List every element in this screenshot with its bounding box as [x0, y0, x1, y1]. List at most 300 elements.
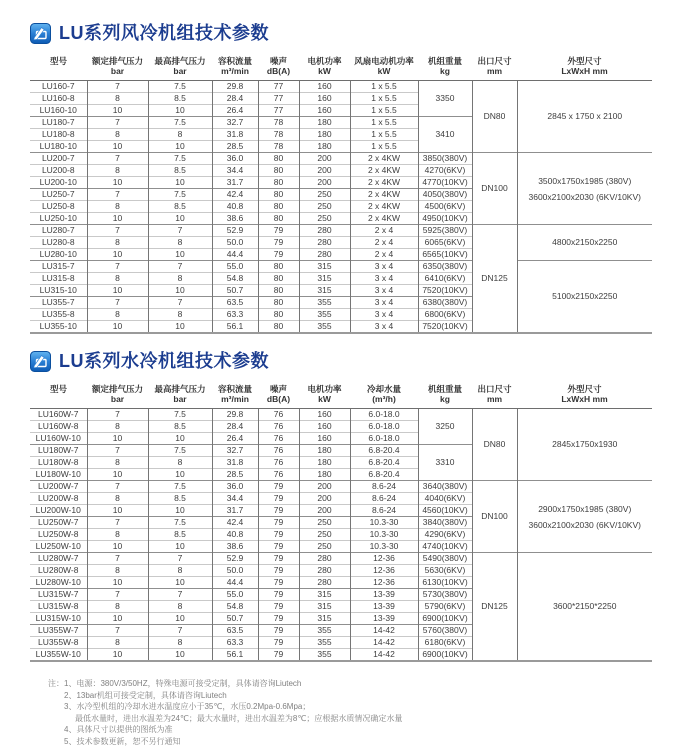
cell: 10 [148, 541, 212, 553]
cell: 63.5 [212, 297, 258, 309]
column-header: 容积流量 m³/min [212, 53, 258, 81]
cell: 1 x 5.5 [350, 129, 418, 141]
cell: 10 [148, 105, 212, 117]
cell: LU200W-8 [30, 493, 87, 505]
cell: LU160-8 [30, 93, 87, 105]
cell: 50.0 [212, 237, 258, 249]
cell: 80 [258, 273, 299, 285]
cell: 7.5 [148, 117, 212, 129]
cell: 50.7 [212, 613, 258, 625]
cell: 8.5 [148, 529, 212, 541]
cell: 280 [299, 249, 350, 261]
cell: 10 [148, 649, 212, 662]
cell: 6.0-18.0 [350, 421, 418, 433]
cell: 34.4 [212, 165, 258, 177]
cell: LU280-7 [30, 225, 87, 237]
footnote-prefix: 注： [48, 679, 64, 688]
cell: 3310 [418, 445, 472, 481]
cell: 6380(380V) [418, 297, 472, 309]
cell: 42.4 [212, 189, 258, 201]
cell: 2 x 4KW [350, 213, 418, 225]
cell: 315 [299, 589, 350, 601]
cell: 160 [299, 105, 350, 117]
cell: 77 [258, 81, 299, 93]
cell: 2900x1750x1985 (380V) 3600x2100x2030 (6KV/10KV) [517, 481, 652, 553]
cell: LU180-8 [30, 129, 87, 141]
cell: 80 [258, 153, 299, 165]
cell: 6565(10KV) [418, 249, 472, 261]
cell: LU160W-10 [30, 433, 87, 445]
column-header: 额定排气压力 bar [87, 53, 148, 81]
cell: LU200-10 [30, 177, 87, 189]
cell: 79 [258, 625, 299, 637]
cell: 3640(380V) [418, 481, 472, 493]
footnote-line: 1、电源：380V/3/50HZ，特殊电源可接受定制，具体请咨询Liutech [64, 679, 302, 688]
cell: 200 [299, 165, 350, 177]
watercooled-table [30, 381, 652, 662]
cell: 2845 x 1750 x 2100 [517, 81, 652, 153]
column-header: 机组重量 kg [418, 381, 472, 409]
column-header: 出口尺寸 mm [472, 381, 517, 409]
cell: 10 [87, 541, 148, 553]
cell: 40.8 [212, 529, 258, 541]
cell: 7 [87, 81, 148, 93]
cell: 8.6-24 [350, 505, 418, 517]
cell: 3500x1750x1985 (380V) 3600x2100x2030 (6KV/10KV) [517, 153, 652, 225]
cell: 1 x 5.5 [350, 81, 418, 93]
cell: 10 [148, 177, 212, 189]
edit-document-icon [30, 351, 51, 372]
cell: LU250-8 [30, 201, 87, 213]
cell: 29.8 [212, 409, 258, 421]
cell: 7.5 [148, 81, 212, 93]
cell: 180 [299, 141, 350, 153]
cell: 8.5 [148, 201, 212, 213]
page-title: LU系列风冷机组技术参数 [59, 23, 269, 43]
cell: 10 [87, 285, 148, 297]
cell: 8 [148, 637, 212, 649]
cell: 13-39 [350, 589, 418, 601]
cell: 160 [299, 81, 350, 93]
cell: 10 [87, 613, 148, 625]
cell: LU315-10 [30, 285, 87, 297]
cell: 52.9 [212, 553, 258, 565]
cell: 14-42 [350, 637, 418, 649]
cell: 80 [258, 309, 299, 321]
cell: 76 [258, 457, 299, 469]
cell: LU280W-7 [30, 553, 87, 565]
table-row [30, 553, 652, 565]
cell: 36.0 [212, 481, 258, 493]
cell: 8.5 [148, 493, 212, 505]
cell: DN80 [472, 81, 517, 153]
column-header: 额定排气压力 bar [87, 381, 148, 409]
cell: 7520(10KV) [418, 321, 472, 334]
cell: 12-36 [350, 553, 418, 565]
cell: 7 [87, 189, 148, 201]
cell: 79 [258, 249, 299, 261]
cell: 8 [87, 93, 148, 105]
cell: 50.0 [212, 565, 258, 577]
cell: 10 [87, 321, 148, 334]
cell: 3 x 4 [350, 273, 418, 285]
cell: 10 [148, 213, 212, 225]
cell: 7.5 [148, 153, 212, 165]
aircooled-table-body [30, 81, 652, 334]
cell: 5100x2150x2250 [517, 261, 652, 334]
cell: 8 [87, 129, 148, 141]
cell: 5490(380V) [418, 553, 472, 565]
cell: 80 [258, 165, 299, 177]
cell: 31.8 [212, 457, 258, 469]
cell: 76 [258, 433, 299, 445]
cell: LU180-7 [30, 117, 87, 129]
footnote-line: 2、13bar机组可接受定制，具体请咨询Liutech [64, 690, 227, 700]
cell: 52.9 [212, 225, 258, 237]
cell: 4770(10KV) [418, 177, 472, 189]
cell: LU315W-7 [30, 589, 87, 601]
cell: 3 x 4 [350, 321, 418, 334]
cell: 7 [87, 153, 148, 165]
cell: 79 [258, 601, 299, 613]
cell: 280 [299, 577, 350, 589]
cell: 7 [148, 261, 212, 273]
cell: 315 [299, 273, 350, 285]
watercooled-section-title [30, 350, 652, 372]
cell: 355 [299, 297, 350, 309]
cell: 80 [258, 201, 299, 213]
cell: 10.3-30 [350, 541, 418, 553]
cell: 10 [87, 249, 148, 261]
cell: 7.5 [148, 189, 212, 201]
cell: 3 x 4 [350, 309, 418, 321]
cell: LU160-7 [30, 81, 87, 93]
cell: 250 [299, 529, 350, 541]
cell: 80 [258, 213, 299, 225]
cell: 7 [148, 625, 212, 637]
page-title: LU系列水冷机组技术参数 [59, 351, 269, 371]
cell: DN125 [472, 225, 517, 334]
cell: 8 [87, 421, 148, 433]
cell: 8 [148, 565, 212, 577]
cell: 7 [87, 117, 148, 129]
cell: 8 [148, 273, 212, 285]
cell: 3 x 4 [350, 297, 418, 309]
cell: 7 [87, 589, 148, 601]
cell: 6350(380V) [418, 261, 472, 273]
cell: 76 [258, 409, 299, 421]
cell: 180 [299, 117, 350, 129]
cell: 10 [148, 321, 212, 334]
cell: 315 [299, 285, 350, 297]
cell: 10 [148, 141, 212, 153]
cell: 6.0-18.0 [350, 409, 418, 421]
cell: 1 x 5.5 [350, 105, 418, 117]
cell: LU200-8 [30, 165, 87, 177]
cell: LU355W-10 [30, 649, 87, 662]
cell: 200 [299, 153, 350, 165]
cell: 7 [87, 625, 148, 637]
cell: DN80 [472, 409, 517, 481]
cell: 31.8 [212, 129, 258, 141]
watercooled-table-body [30, 409, 652, 662]
cell: 315 [299, 613, 350, 625]
cell: 7 [87, 445, 148, 457]
cell: 5925(380V) [418, 225, 472, 237]
footnote-line: 5、技术参数更新，恕不另行通知 [64, 736, 181, 746]
column-header: 外型尺寸 LxWxH mm [517, 53, 652, 81]
cell: 8 [148, 309, 212, 321]
edit-document-icon [30, 23, 51, 44]
cell: 7 [148, 297, 212, 309]
cell: 10 [87, 213, 148, 225]
cell: 1 x 5.5 [350, 141, 418, 153]
cell: 8 [87, 237, 148, 249]
cell: 3600*2150*2250 [517, 553, 652, 662]
cell: 79 [258, 529, 299, 541]
cell: 6065(6KV) [418, 237, 472, 249]
cell: 12-36 [350, 565, 418, 577]
cell: 2 x 4KW [350, 201, 418, 213]
cell: 8 [148, 237, 212, 249]
column-header: 电机功率 kW [299, 53, 350, 81]
cell: 7520(10KV) [418, 285, 472, 297]
cell: 355 [299, 321, 350, 334]
cell: 10 [87, 141, 148, 153]
cell: 8 [148, 129, 212, 141]
cell: 2 x 4 [350, 249, 418, 261]
cell: 6900(10KV) [418, 649, 472, 662]
cell: LU280W-8 [30, 565, 87, 577]
cell: 200 [299, 177, 350, 189]
cell: 4500(6KV) [418, 201, 472, 213]
footnote-line-continuation: 最低水量时，进出水温差为24℃；最大水量时，进出水温差为8℃；应根据水质情况确定水量 [75, 713, 403, 723]
cell: LU250W-7 [30, 517, 87, 529]
cell: 79 [258, 565, 299, 577]
cell: 5760(380V) [418, 625, 472, 637]
cell: 28.5 [212, 469, 258, 481]
cell: LU315-8 [30, 273, 87, 285]
cell: 79 [258, 577, 299, 589]
column-header: 外型尺寸 LxWxH mm [517, 381, 652, 409]
cell: 7 [87, 409, 148, 421]
cell: 8 [87, 565, 148, 577]
cell: LU160-10 [30, 105, 87, 117]
cell: 78 [258, 141, 299, 153]
cell: 1 x 5.5 [350, 117, 418, 129]
cell: DN125 [472, 553, 517, 662]
cell: LU355-8 [30, 309, 87, 321]
cell: 6.0-18.0 [350, 433, 418, 445]
cell: LU250W-8 [30, 529, 87, 541]
cell: 56.1 [212, 321, 258, 334]
cell: 79 [258, 589, 299, 601]
cell: 79 [258, 505, 299, 517]
cell: 5730(380V) [418, 589, 472, 601]
cell: 44.4 [212, 577, 258, 589]
cell: 79 [258, 493, 299, 505]
cell: LU180W-7 [30, 445, 87, 457]
cell: 29.8 [212, 81, 258, 93]
cell: 13-39 [350, 601, 418, 613]
cell: 10 [148, 505, 212, 517]
cell: 6410(6KV) [418, 273, 472, 285]
cell: 4740(10KV) [418, 541, 472, 553]
aircooled-table [30, 53, 652, 334]
cell: 180 [299, 457, 350, 469]
cell: 5630(6KV) [418, 565, 472, 577]
cell: 7.5 [148, 409, 212, 421]
cell: 76 [258, 421, 299, 433]
cell: 10 [87, 505, 148, 517]
cell: 31.7 [212, 177, 258, 189]
aircooled-table-header [30, 53, 652, 81]
cell: 10 [148, 249, 212, 261]
cell: 180 [299, 129, 350, 141]
column-header: 噪声 dB(A) [258, 53, 299, 81]
cell: 6.8-20.4 [350, 445, 418, 457]
cell: 55.0 [212, 589, 258, 601]
cell: 180 [299, 445, 350, 457]
cell: LU280-8 [30, 237, 87, 249]
cell: 200 [299, 505, 350, 517]
cell: LU200W-7 [30, 481, 87, 493]
table-row [30, 409, 652, 421]
cell: 200 [299, 481, 350, 493]
cell: 8 [87, 529, 148, 541]
cell: 5790(6KV) [418, 601, 472, 613]
cell: LU315-7 [30, 261, 87, 273]
cell: 250 [299, 213, 350, 225]
cell: 10 [148, 469, 212, 481]
cell: 250 [299, 517, 350, 529]
cell: 63.5 [212, 625, 258, 637]
cell: 280 [299, 225, 350, 237]
cell: 78 [258, 117, 299, 129]
cell: 250 [299, 541, 350, 553]
cell: 14-42 [350, 649, 418, 662]
table-row [30, 153, 652, 165]
cell: 4560(10KV) [418, 505, 472, 517]
cell: LU280-10 [30, 249, 87, 261]
cell: 63.3 [212, 637, 258, 649]
cell: 6130(10KV) [418, 577, 472, 589]
cell: 2 x 4KW [350, 177, 418, 189]
cell: 355 [299, 309, 350, 321]
cell: 76 [258, 445, 299, 457]
column-header: 型号 [30, 381, 87, 409]
cell: 8 [87, 309, 148, 321]
cell: 28.5 [212, 141, 258, 153]
cell: 4950(10KV) [418, 213, 472, 225]
cell: LU355-10 [30, 321, 87, 334]
cell: 10.3-30 [350, 529, 418, 541]
cell: LU250W-10 [30, 541, 87, 553]
cell: 34.4 [212, 493, 258, 505]
cell: 4290(6KV) [418, 529, 472, 541]
cell: 315 [299, 601, 350, 613]
cell: 3350 [418, 81, 472, 117]
cell: 28.4 [212, 93, 258, 105]
cell: 8 [87, 201, 148, 213]
cell: 8 [87, 457, 148, 469]
cell: 8.5 [148, 421, 212, 433]
column-header: 机组重量 kg [418, 53, 472, 81]
cell: 160 [299, 93, 350, 105]
cell: 79 [258, 517, 299, 529]
cell: 4800x2150x2250 [517, 225, 652, 261]
cell: 250 [299, 189, 350, 201]
cell: 2845x1750x1930 [517, 409, 652, 481]
cell: 8 [87, 493, 148, 505]
cell: LU355W-7 [30, 625, 87, 637]
cell: 4270(6KV) [418, 165, 472, 177]
table-row [30, 261, 652, 273]
cell: LU250-10 [30, 213, 87, 225]
cell: 3840(380V) [418, 517, 472, 529]
cell: 10 [148, 577, 212, 589]
cell: 8 [87, 165, 148, 177]
cell: 7 [87, 225, 148, 237]
cell: 56.1 [212, 649, 258, 662]
cell: 4050(380V) [418, 189, 472, 201]
cell: LU180-10 [30, 141, 87, 153]
column-header: 型号 [30, 53, 87, 81]
cell: 54.8 [212, 273, 258, 285]
cell: LU355-7 [30, 297, 87, 309]
cell: 8 [148, 601, 212, 613]
cell: 250 [299, 201, 350, 213]
footnote-line: 3、水冷型机组的冷却水进水温度应小于35℃，水压0.2Mpa-0.6Mpa； [64, 702, 311, 711]
column-header: 最高排气压力 bar [148, 53, 212, 81]
cell: 7.5 [148, 481, 212, 493]
cell: 2 x 4KW [350, 165, 418, 177]
cell: LU355W-8 [30, 637, 87, 649]
cell: 7 [87, 481, 148, 493]
cell: 55.0 [212, 261, 258, 273]
cell: 50.7 [212, 285, 258, 297]
cell: 6.8-20.4 [350, 469, 418, 481]
cell: 80 [258, 177, 299, 189]
cell: 7 [87, 261, 148, 273]
cell: 80 [258, 261, 299, 273]
column-header: 最高排气压力 bar [148, 381, 212, 409]
cell: LU180W-10 [30, 469, 87, 481]
cell: 79 [258, 637, 299, 649]
cell: 6800(6KV) [418, 309, 472, 321]
column-header: 出口尺寸 mm [472, 53, 517, 81]
cell: 76 [258, 469, 299, 481]
column-header: 冷却水量 (m³/h) [350, 381, 418, 409]
cell: LU160W-7 [30, 409, 87, 421]
cell: 355 [299, 637, 350, 649]
cell: 7 [148, 225, 212, 237]
cell: 315 [299, 261, 350, 273]
cell: 79 [258, 237, 299, 249]
cell: 160 [299, 421, 350, 433]
cell: 200 [299, 493, 350, 505]
footnote-line: 4、具体尺寸以提供的图纸为准 [64, 725, 173, 734]
cell: 80 [258, 297, 299, 309]
cell: LU200W-10 [30, 505, 87, 517]
cell: 160 [299, 409, 350, 421]
cell: 3 x 4 [350, 261, 418, 273]
cell: 54.8 [212, 601, 258, 613]
cell: 3850(380V) [418, 153, 472, 165]
cell: 7.5 [148, 445, 212, 457]
cell: 42.4 [212, 517, 258, 529]
cell: 36.0 [212, 153, 258, 165]
